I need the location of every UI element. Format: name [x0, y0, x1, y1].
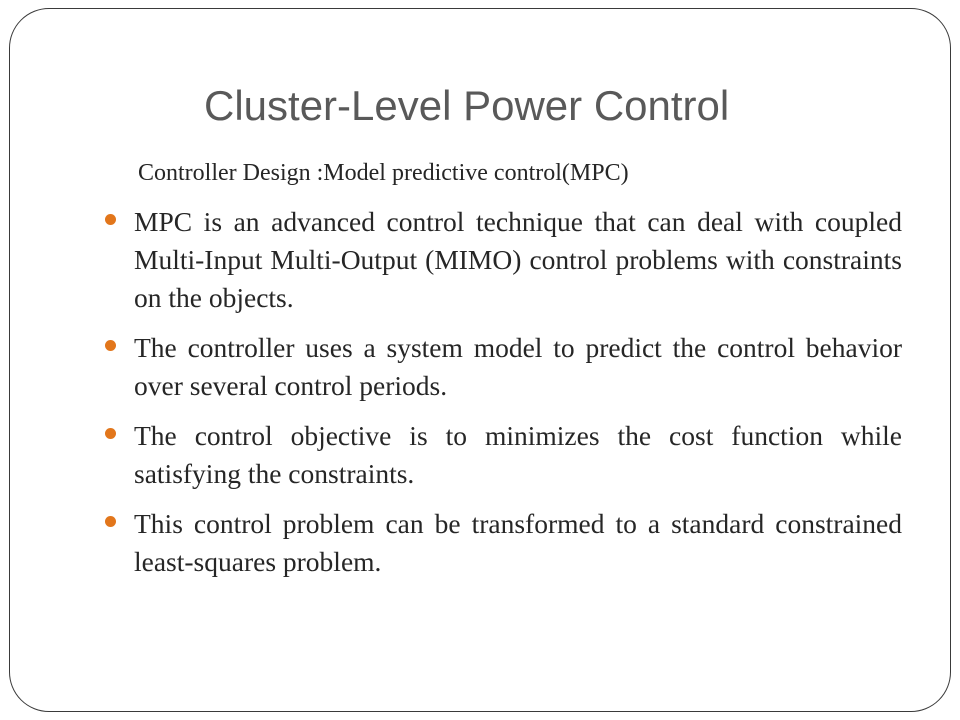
slide-title: Cluster-Level Power Control	[204, 82, 730, 129]
bullet-text: The control objective is to minimizes the cost function while satisfying the constraints.	[134, 420, 902, 489]
bullet-item	[0, 203, 960, 317]
bullet-text: The controller uses a system model to predict the control behavior over several control periods.	[134, 332, 902, 401]
bullet-item	[0, 417, 960, 493]
bullet-text: MPC is an advanced control technique that can deal with coupled Multi-Input Multi-Output (MIMO) control problems with constraints on the objects.	[134, 206, 902, 313]
bullet-dot-icon	[105, 516, 116, 527]
bullet-text: This control problem can be transformed to a standard constrained least-squares problem.	[134, 508, 902, 577]
bullet-item	[0, 329, 960, 405]
bullet-dot-icon	[105, 214, 116, 225]
slide-subtitle: Controller Design :Model predictive control(MPC)	[138, 160, 629, 186]
bullet-dot-icon	[105, 340, 116, 351]
bullet-list	[0, 203, 960, 593]
bullet-dot-icon	[105, 428, 116, 439]
bullet-item	[0, 505, 960, 581]
